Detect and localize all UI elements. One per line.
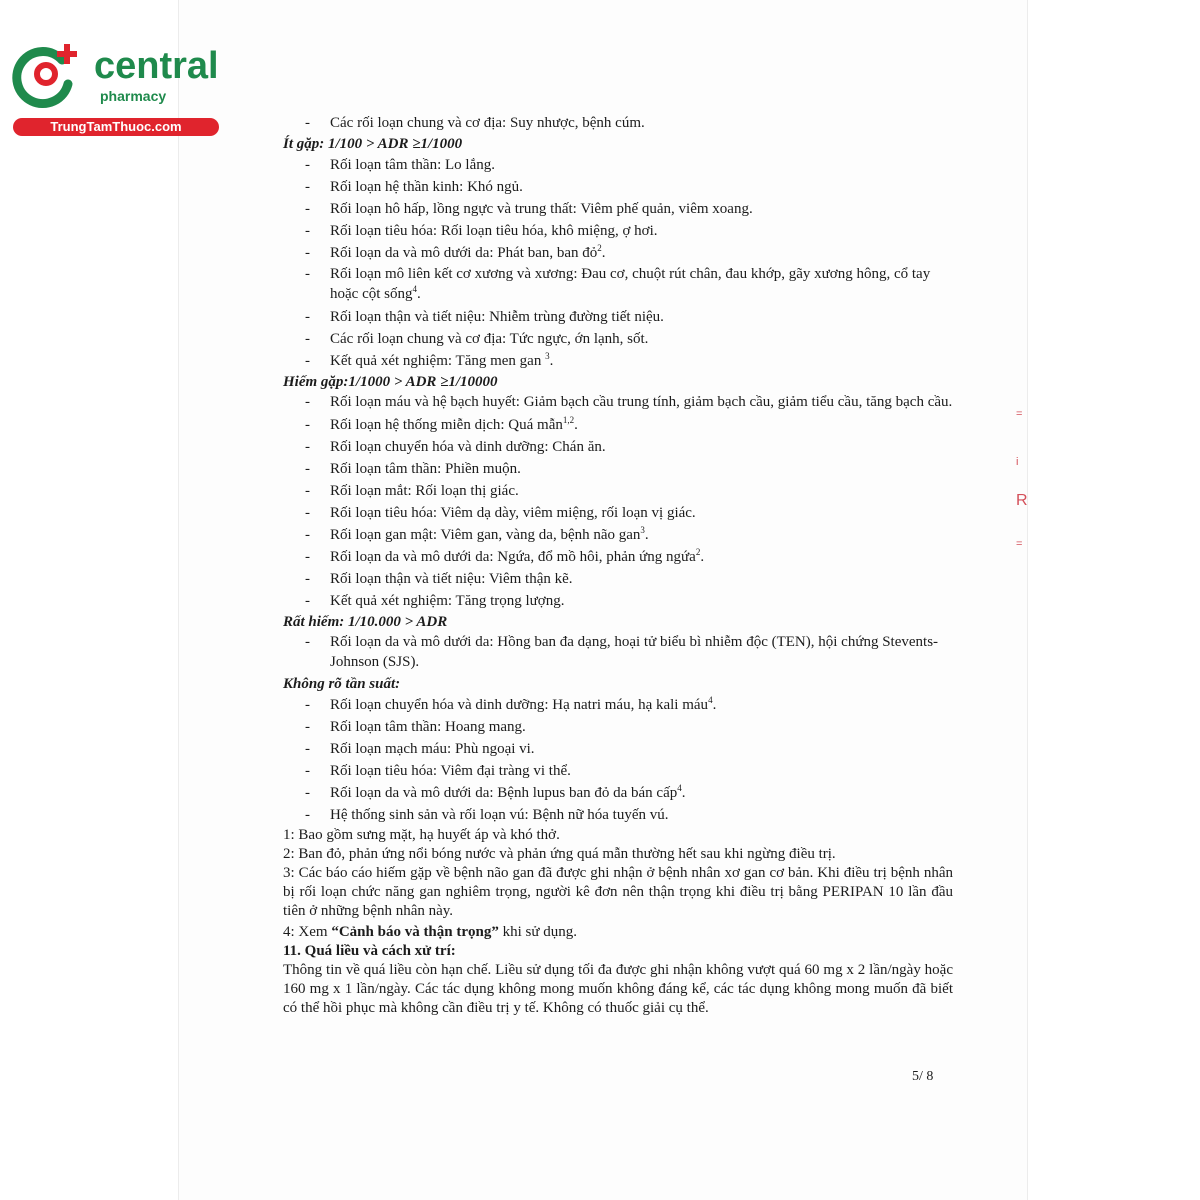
footnote [283,826,953,845]
bullet-dash: - [305,266,310,282]
footnote-text: khi sử dụng. [498,924,578,940]
section-title: 11. Quá liều và cách xử trí: [283,943,456,959]
footnote-ref: 3 [545,351,550,361]
bullet-dash: - [305,245,310,261]
footnote-text: 2: Ban đỏ, phản ứng nổi bóng nước và phản ứng quá mẫn thường hết sau khi ngừng điều trị. [283,846,836,862]
logo-url-badge: TrungTamThuoc.com [13,118,219,136]
bullet-dash: - [305,785,310,801]
list-item-text: Kết quả xét nghiệm: Tăng trọng lượng. [330,593,565,609]
bullet-dash: - [305,353,310,369]
list-item-text: Các rối loạn chung và cơ địa: Suy nhược, bệnh cúm. [330,115,645,131]
footnote-text: 3: Các báo cáo hiếm gặp về bệnh não gan đã được ghi nhận ở bệnh nhân xơ gan cơ bản. Khi điều trị bệnh nhân bị rối loạn chức năng gan nghiêm trọng, người kê đơn nên thận trọng khi điều trị bằng PERIPAN 10 lần đầu tiên ở những bệnh nhân này. [283,865,953,919]
list-item-text: Rối loạn tâm thần: Lo lắng. [330,157,495,173]
list-item-end: . [574,417,578,433]
list-item-text: Rối loạn hô hấp, lồng ngực và trung thất: Viêm phế quản, viêm xoang. [330,201,753,217]
list-item-text: Rối loạn da và mô dưới da: Phát ban, ban đỏ [330,245,598,261]
bullet-dash: - [305,115,310,131]
bullet-dash: - [305,483,310,499]
frequency-heading: Ít gặp: 1/100 > ADR ≥1/1000 [283,136,463,152]
bullet-dash: - [305,763,310,779]
logo-name: central [94,45,219,87]
list-item-text: Rối loạn tiêu hóa: Viêm đại tràng vi thể. [330,763,571,779]
list-item [283,264,953,304]
list-item-text: Rối loạn tâm thần: Phiền muộn. [330,461,521,477]
bullet-dash: - [305,505,310,521]
bullet-dash: - [305,394,310,410]
document-content [283,112,953,1018]
bullet-dash: - [305,807,310,823]
list-item-text: Rối loạn mắt: Rối loạn thị giác. [330,483,519,499]
list-item-end: . [601,245,606,261]
footnote-ref: 2 [597,243,602,253]
list-item [283,242,953,264]
footnote-ref: 1,2 [562,415,575,425]
list-item [283,480,953,502]
list-item-text: Rối loạn chuyển hóa và dinh dưỡng: Chán ăn. [330,439,606,455]
bullet-dash: - [305,549,310,565]
list-item-text: Rối loạn da và mô dưới da: Ngứa, đổ mồ hôi, phản ứng ngứa [330,549,696,565]
list-item-text: Rối loạn da và mô dưới da: Hồng ban đa dạng, hoại tử biểu bì nhiễm độc (TEN), hội chứng Stevents-Johnson (SJS). [330,634,939,670]
list-item-text: Rối loạn da và mô dưới da: Bệnh lupus ban đỏ da bán cấp [330,785,678,801]
bullet-dash: - [305,571,310,587]
list-item-text: Rối loạn hệ thần kinh: Khó ngủ. [330,179,523,195]
bullet-dash: - [305,461,310,477]
list-item-end: . [644,527,649,543]
footnote-bold: “Cảnh báo và thận trọng” [331,924,499,940]
bullet-dash: - [305,201,310,217]
list-item [283,112,953,134]
logo-subtitle: pharmacy [100,88,167,104]
list-item-text: Rối loạn hệ thống miễn dịch: Quá mẫn [330,417,563,433]
list-item [283,328,953,350]
list-item-text: Rối loạn chuyển hóa và dinh dưỡng: Hạ natri máu, hạ kali máu [330,697,709,713]
list-item-text: Hệ thống sinh sản và rối loạn vú: Bệnh nữ hóa tuyến vú. [330,807,669,823]
footnote-ref: 4 [677,783,682,793]
frequency-heading: Không rõ tần suất: [283,676,401,692]
list-item [283,804,953,826]
bullet-dash: - [305,417,310,433]
bullet-dash: - [305,157,310,173]
list-item-text: Rối loạn tâm thần: Hoang mang. [330,719,526,735]
footnote [283,845,953,864]
list-item-text: Rối loạn thận và tiết niệu: Nhiễm trùng đường tiết niệu. [330,309,664,325]
list-item [283,568,953,590]
footnote-text: 4: Xem [283,924,332,940]
list-item [283,220,953,242]
list-item-text: Rối loạn máu và hệ bạch huyết: Giảm bạch cầu trung tính, giảm bạch cầu, giảm tiểu cầu, tăng bạch cầu. [330,394,953,410]
bullet-dash: - [305,634,310,650]
list-item [283,414,953,436]
list-item-text: Rối loạn mô liên kết cơ xương và xương: Đau cơ, chuột rút chân, đau khớp, gãy xương hông, cổ tay hoặc cột sống [330,266,931,302]
list-item [283,546,953,568]
list-item [283,738,953,760]
list-item [283,632,953,672]
list-item [283,716,953,738]
list-item [283,760,953,782]
list-item [283,350,953,372]
footnote-ref: 4 [412,284,417,294]
list-item-text: Kết quả xét nghiệm: Tăng men gan [330,353,546,369]
footnote-ref: 4 [708,695,713,705]
list-item [283,436,953,458]
footnote [283,864,953,921]
frequency-heading: Rất hiếm: 1/10.000 > ADR [283,614,448,630]
list-item-text: Rối loạn gan mật: Viêm gan, vàng da, bệnh não gan [330,527,641,543]
bullet-dash: - [305,309,310,325]
list-item-text: Rối loạn mạch máu: Phù ngoại vi. [330,741,535,757]
list-item-text: Rối loạn thận và tiết niệu: Viêm thận kẽ. [330,571,573,587]
list-item [283,502,953,524]
list-item [283,782,953,804]
overdose-paragraph: Thông tin về quá liều còn hạn chế. Liều sử dụng tối đa được ghi nhận không vượt quá 60 mg x 2 lần/ngày hoặc 160 mg x 1 lần/ngày. Các tác dụng không mong muốn không đáng kể, các tác dụng không mong muốn đã biết có thể hồi phục mà không cần điều trị y tế. Không có thuốc giải cụ thể. [283,962,953,1016]
list-item [283,154,953,176]
list-item [283,524,953,546]
list-item-text: Các rối loạn chung và cơ địa: Tức ngực, ớn lạnh, sốt. [330,331,649,347]
frequency-heading: Hiếm gặp:1/1000 > ADR ≥1/10000 [283,374,498,390]
bullet-dash: - [305,593,310,609]
bullet-dash: - [305,527,310,543]
list-item-text: Rối loạn tiêu hóa: Viêm dạ dày, viêm miệng, rối loạn vị giác. [330,505,696,521]
bullet-dash: - [305,331,310,347]
bullet-dash: - [305,223,310,239]
list-item-end: . [681,785,686,801]
page-number: 5/ 8 [912,1069,934,1084]
footnote-ref: 3 [640,525,645,535]
bullet-dash: - [305,719,310,735]
footnote-text: 1: Bao gồm sưng mặt, hạ huyết áp và khó thở. [283,827,560,843]
stamp-mark: = i R = [1016,408,1028,550]
list-item [283,694,953,716]
bullet-dash: - [305,697,310,713]
footnote [283,923,953,942]
list-item-end: . [416,286,421,302]
bullet-dash: - [305,439,310,455]
list-item-end: . [700,549,705,565]
list-item [283,590,953,612]
list-item-end: . [712,697,717,713]
list-item [283,176,953,198]
bullet-dash: - [305,179,310,195]
bullet-dash: - [305,741,310,757]
list-item-text: Rối loạn tiêu hóa: Rối loạn tiêu hóa, khô miệng, ợ hơi. [330,223,658,239]
list-item [283,306,953,328]
list-item [283,458,953,480]
logo [10,38,220,138]
footnote-ref: 2 [695,547,701,557]
list-item-end: . [549,353,554,369]
list-item [283,392,953,412]
central-pharmacy-logo-icon [10,38,82,110]
list-item [283,198,953,220]
